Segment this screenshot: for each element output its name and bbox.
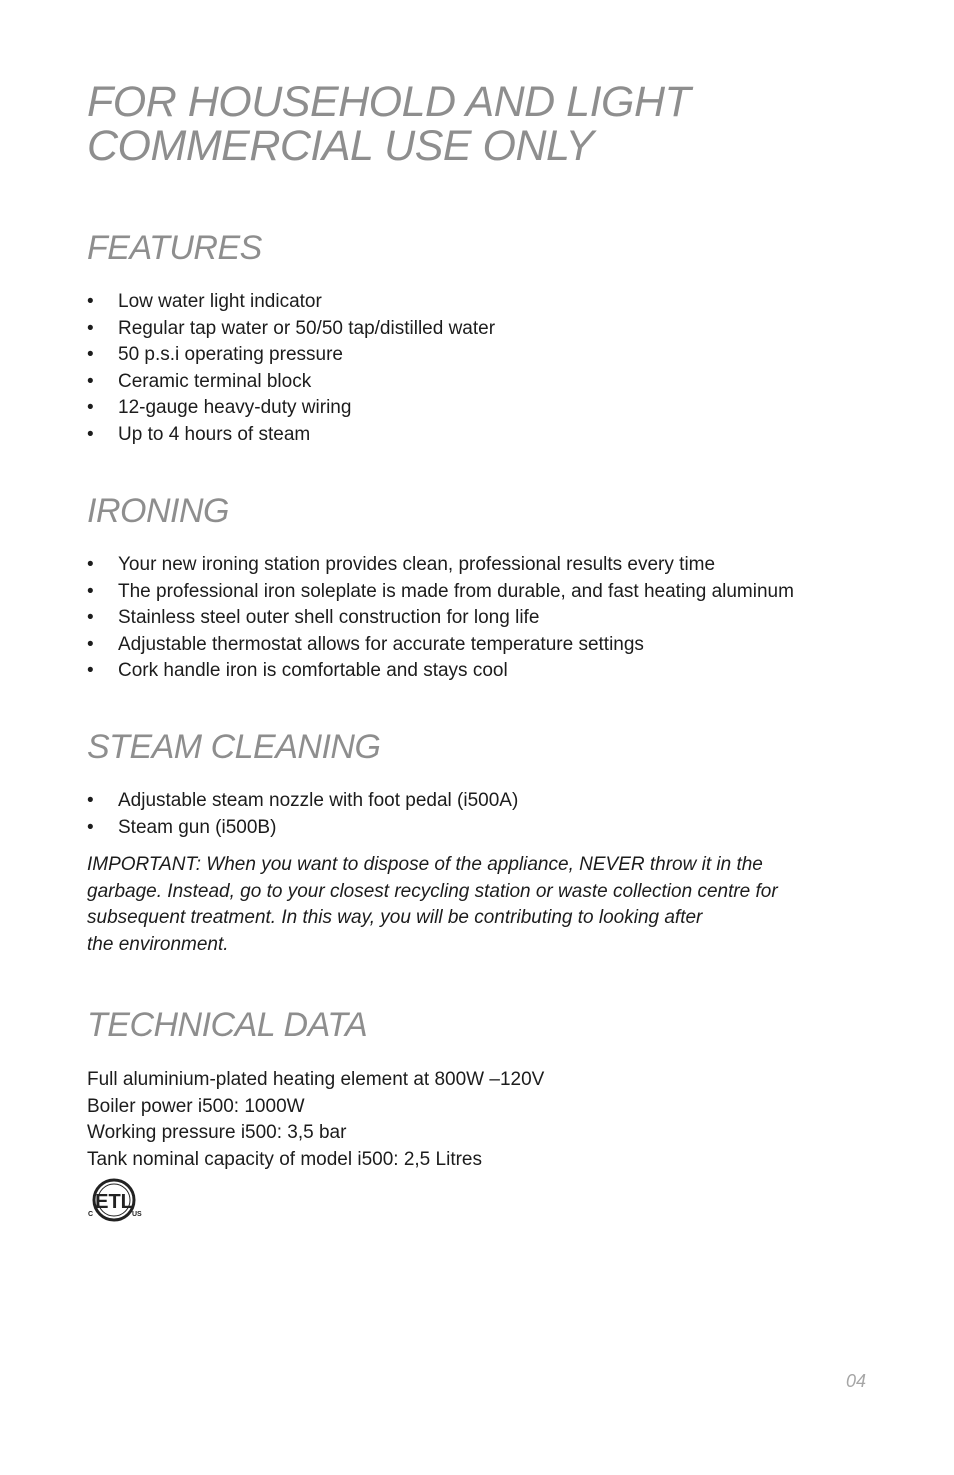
etl-logo-text: ETL xyxy=(95,1191,133,1213)
list-item: • Stainless steel outer shell construction for long life xyxy=(87,605,794,632)
bullet-icon: • xyxy=(87,660,94,681)
ironing-heading: IRONING xyxy=(87,492,229,530)
list-item: • Cork handle iron is comfortable and stays cool xyxy=(87,658,794,685)
technical-data-line: Boiler power i500: 1000W xyxy=(87,1095,305,1117)
important-disposal-note xyxy=(87,852,847,958)
technical-data-line: Working pressure i500: 3,5 bar xyxy=(87,1122,347,1143)
list-item: • Ceramic terminal block xyxy=(87,369,495,396)
bullet-icon: • xyxy=(87,317,94,339)
list-item: • 50 p.s.i operating pressure xyxy=(87,342,495,369)
ironing-list xyxy=(87,552,794,685)
list-item: • Adjustable steam nozzle with foot pedal (i500A) xyxy=(87,788,518,815)
bullet-icon: • xyxy=(87,291,94,312)
etl-logo-us: US xyxy=(132,1211,142,1218)
steam-cleaning-list xyxy=(87,788,518,841)
note-line: garbage. Instead, go to your closest recycling station or waste collection centre for xyxy=(87,880,778,902)
bullet-icon: • xyxy=(87,816,94,838)
bullet-icon: • xyxy=(87,790,94,811)
list-item: • Adjustable thermostat allows for accurate temperature settings xyxy=(87,632,794,659)
list-item: • Regular tap water or 50/50 tap/distilled water xyxy=(87,316,495,343)
features-list xyxy=(87,289,495,448)
note-line: the environment. xyxy=(87,933,229,955)
bullet-icon: • xyxy=(87,344,94,365)
page-title-line-2: COMMERCIAL USE ONLY xyxy=(87,122,594,170)
bullet-icon: • xyxy=(87,607,94,628)
page-title xyxy=(87,80,690,168)
technical-data-line: Full aluminium-plated heating element at 800W –120V xyxy=(87,1069,545,1090)
technical-data-line: Tank nominal capacity of model i500: 2,5 Litres xyxy=(87,1148,482,1170)
bullet-icon: • xyxy=(87,633,94,655)
note-line: IMPORTANT: When you want to dispose of the appliance, NEVER throw it in the xyxy=(87,854,763,875)
note-line: subsequent treatment. In this way, you will be contributing to looking after xyxy=(87,907,703,928)
bullet-icon: • xyxy=(87,554,94,575)
list-item: • 12-gauge heavy-duty wiring xyxy=(87,395,495,422)
list-item: • The professional iron soleplate is made from durable, and fast heating aluminum xyxy=(87,579,794,606)
bullet-icon: • xyxy=(87,397,94,418)
page-title-line-1: FOR HOUSEHOLD AND LIGHT xyxy=(87,78,691,126)
steam-cleaning-heading: STEAM CLEANING xyxy=(87,728,381,766)
etl-listed-mark-icon xyxy=(87,1178,143,1224)
technical-data-heading: TECHNICAL DATA xyxy=(87,1006,368,1044)
list-item: • Your new ironing station provides clean, professional results every time xyxy=(87,552,794,579)
list-item: • Steam gun (i500B) xyxy=(87,815,518,842)
list-item: • Up to 4 hours of steam xyxy=(87,422,495,449)
bullet-icon: • xyxy=(87,423,94,445)
etl-logo-c: C xyxy=(88,1211,94,1218)
technical-data-block xyxy=(87,1067,544,1173)
list-item: • Low water light indicator xyxy=(87,289,495,316)
bullet-icon: • xyxy=(87,580,94,602)
page-number: 04 xyxy=(846,1371,867,1391)
features-heading: FEATURES xyxy=(87,229,262,267)
bullet-icon: • xyxy=(87,370,94,392)
